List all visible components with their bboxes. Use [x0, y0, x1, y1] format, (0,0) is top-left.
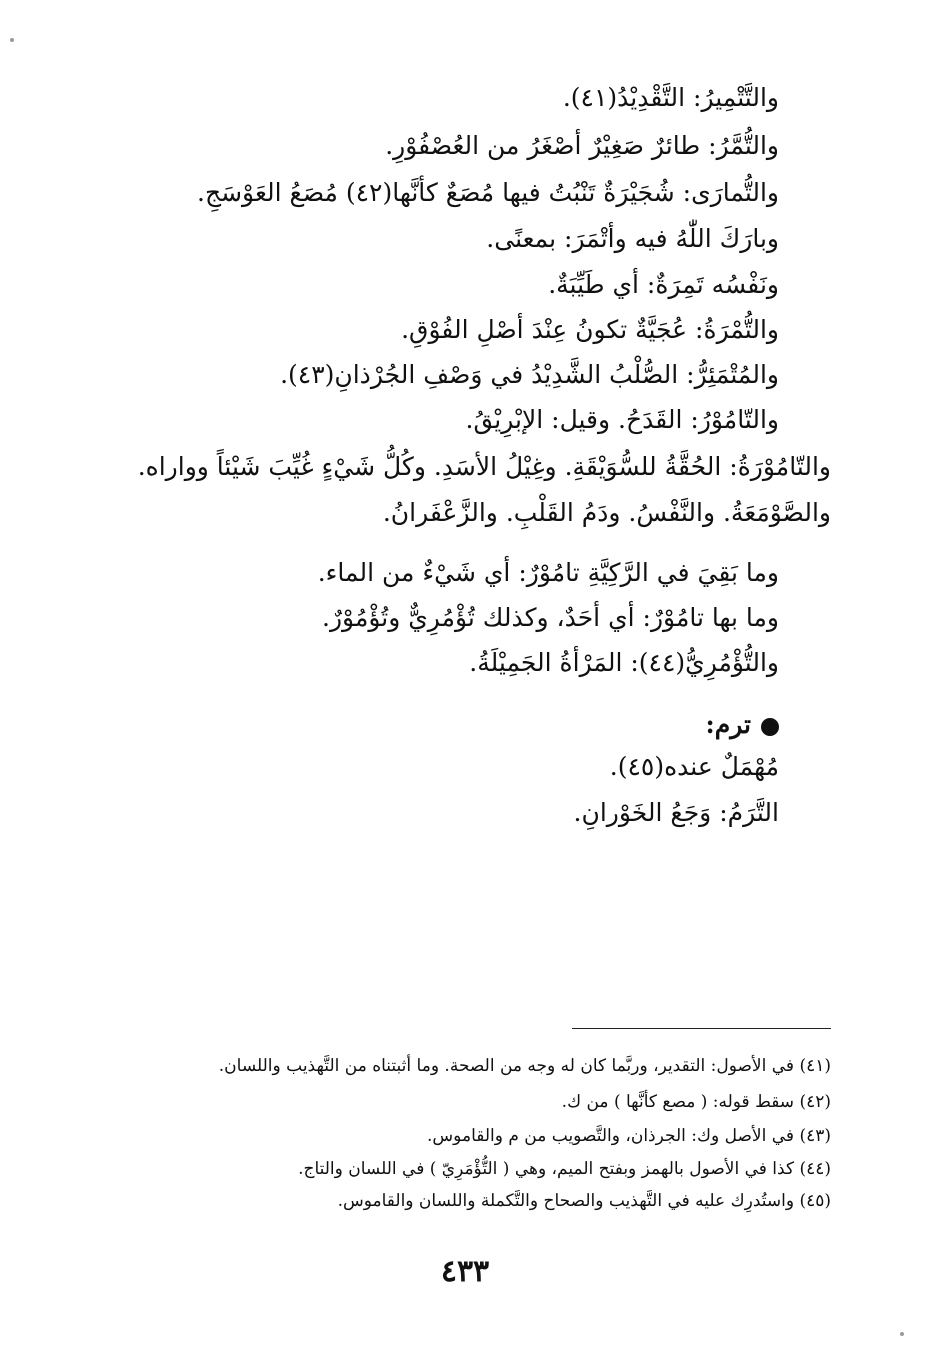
entry-line: والتُّمارَى: شُجَيْرَةٌ تَنْبُتُ فيها مُصَعٌ كأنَّها(٤٢) مُصَعُ العَوْسَجِ.	[197, 178, 779, 207]
entry-line: والتَّتْمِيرُ: التَّقْدِيْدُ(٤١).	[562, 83, 779, 112]
footnote: (٤٢) سقط قوله: ( مصع كأنَّها ) من ك.	[561, 1092, 831, 1112]
entry-line: وما بَقِيَ في الرَّكِيَّةِ تامُوْرٌ: أي شَيْءٌ من الماء.	[317, 558, 779, 587]
entry-line: وما بها تامُوْرٌ: أي أحَدٌ، وكذلك تُؤْمُرِيٌّ وتُؤْمُوْرٌ.	[322, 603, 779, 632]
section-heading	[706, 705, 779, 745]
entry-line: والتُّؤْمُرِيُّ(٤٤): المَرْأةُ الجَمِيْلَةُ.	[469, 648, 779, 677]
bullet-icon	[761, 718, 779, 736]
entry-line: وبارَكَ اللّٰهُ فيه وأتْمَرَ: بمعنًى.	[486, 224, 779, 253]
entry-line: ونَفْسُه تَمِرَةٌ: أي طَيِّبَةٌ.	[548, 270, 779, 299]
entry-line: والتُّمْرَةُ: عُجَيَّةٌ تكونُ عِنْدَ أصْلِ الفُوْقِ.	[401, 315, 779, 344]
section-heading-text: ترم:	[705, 710, 751, 739]
section-line: مُهْمَلٌ عنده(٤٥).	[609, 752, 779, 781]
footnote: (٤٣) في الأصل وك: الجرذان، والتَّصويب من م والقاموس.	[427, 1126, 831, 1146]
section-line: التَّرَمُ: وَجَعُ الخَوْرانِ.	[573, 798, 779, 827]
entry-line: والتّامُوْرُ: القَدَحُ. وقيل: الإبْرِيْقُ.	[465, 405, 779, 434]
footnote: (٤١) في الأصول: التقدير، وربَّما كان له وجه من الصحة. وما أثبتناه من التَّهذيب واللسان.	[218, 1056, 831, 1076]
footnote: (٤٤) كذا في الأصول بالهمز وبفتح الميم، وهي ( التُّؤْمَرِيّ ) في اللسان والتاج.	[298, 1159, 831, 1179]
page-number: ٤٣٣	[440, 1254, 490, 1289]
footnote: (٤٥) واستُدرِك عليه في التَّهذيب والصحاح والتَّكملة واللسان والقاموس.	[337, 1191, 831, 1211]
entry-line: والمُتْمَئِرُّ: الصُّلْبُ الشَّدِيْدُ في وَصْفِ الجُرْذانِ(٤٣).	[280, 360, 779, 389]
entry-line: والصَّوْمَعَةُ. والنَّفْسُ. ودَمُ القَلْبِ. والزَّعْفَرانُ.	[382, 498, 831, 527]
entry-line: والتُّمَّرُ: طائرٌ صَغِيْرٌ أصْغَرُ من العُصْفُوْرِ.	[385, 131, 779, 160]
scan-speck	[900, 1332, 904, 1336]
footnote-divider	[572, 1028, 831, 1029]
entry-line: والتّامُوْرَةُ: الحُقَّةُ للسُّوَيْقَةِ. وغِيْلُ الأسَدِ. وكُلُّ شَيْءٍ غُيِّبَ شَيْئاً وواراه.	[137, 452, 831, 481]
scan-speck	[10, 38, 14, 42]
